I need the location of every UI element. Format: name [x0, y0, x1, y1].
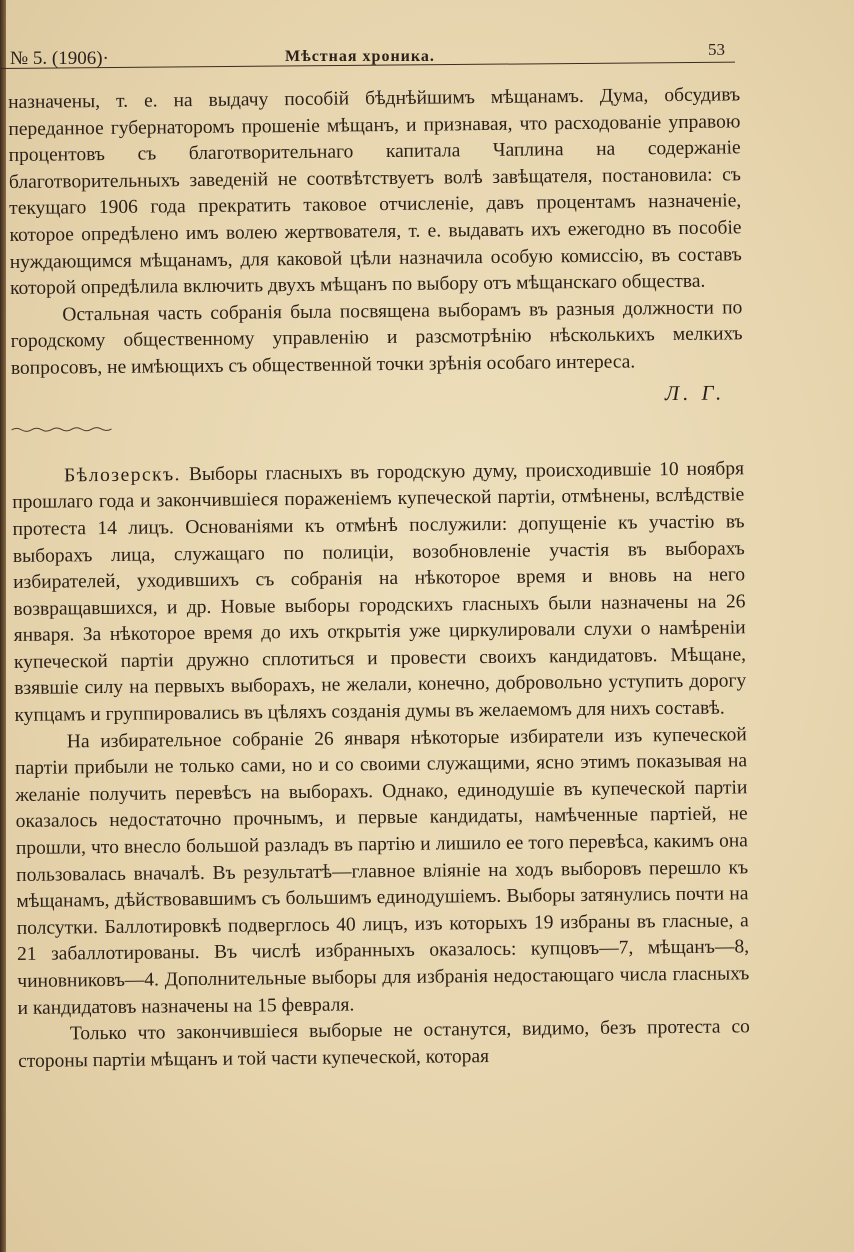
article1-signature: Л. Г.: [664, 380, 726, 405]
section-title: Мѣстная хроника.: [285, 48, 435, 65]
article2-paragraph-3: Только что закончившіеся выборые не останутся, видимо, безъ протеста со стороны партіи мѣщанъ и той части купеческой, которая: [18, 1016, 750, 1072]
issue-number: № 5. (1906)·: [10, 48, 109, 69]
page-number: 53: [708, 40, 725, 59]
article2-town: Бѣлозерскъ.: [63, 463, 182, 487]
wavy-separator: [12, 426, 112, 433]
page-body: [8, 82, 750, 1075]
article2-paragraph-1: [12, 456, 747, 730]
article1-paragraph-1: назначены, т. е. на выдачу пособій бѣднѣйшимъ мѣщанамъ. Дума, обсудивъ переданное губернаторомъ прошеніе мѣщанъ, и признавая, что расходованіе управою процентовъ съ благотворительнаго капитала Чаплина на содержаніе благотворительныхъ заведеній не соотвѣтствуетъ волѣ завѣщателя, постановила: съ текущаго 1906 года прекратить таковое отчисленіе, давъ процентамъ назначеніе, которое опредѣлено имъ волею жертвователя, т. е. выдавать ихъ ежегодно въ пособіе нуждающимся мѣщанамъ, для каковой цѣли назначила особую комиссію, въ составъ которой опредѣлила включить двухъ мѣщанъ по выбору отъ мѣщанскаго общества.: [8, 84, 742, 300]
article1-paragraph-2: Остальная часть собранія была посвящена выборамъ въ разныя должности по городскому общественному управленію и разсмотрѣнію нѣсколькихъ мелкихъ вопросовъ, не имѣющихъ съ общественной точки зрѣнія особаго интереса.: [10, 297, 743, 379]
article2-paragraph-1-text: Выборы гласныхъ въ городскую думу, происходившіе 10 ноября прошлаго года и закончившіеся пораженіемъ купеческой партіи, отмѣнены, вслѣдствіе протеста 14 лицъ. Основаніями къ отмѣнѣ послужили: допущеніе къ участію въ выборахъ лица, служащаго по полиціи, возобновленіе участія въ выборахъ избирателей, уходившихъ съ собранія на нѣкоторое время и вновь на него возвращавшихся, и др. Новые выборы городскихъ гласныхъ были назначены на 26 января. За нѣкоторое время до ихъ открытія уже циркулировали слухи о намѣреніи купеческой партіи дружно сплотиться и провести своихъ кандидатовъ. Мѣщане, взявшіе силу на первыхъ выборахъ, не желали, конечно, добровольно уступить дорогу купцамъ и группировались въ цѣляхъ созданія думы въ желаемомъ для нихъ составѣ.: [12, 458, 747, 727]
book-spine-edge: [0, 0, 6, 1252]
article2-paragraph-2: На избирательное собраніе 26 января нѣкоторые избиратели изъ купеческой партіи прибыли не только сами, но и со своими служащими, ясно этимъ показывая на желаніе получить перевѣсъ на выборахъ. Однако, единодушіе въ купеческой партіи оказалось недостаточно прочнымъ, и первые кандидаты, намѣченные партіей, не прошли, что внесло большой разладъ въ партію и лишило ее того перевѣса, какимъ она пользовалась вначалѣ. Въ результатѣ—главное вліяніе на ходъ выборовъ перешло къ мѣщанамъ, дѣйствовавшимъ съ большимъ единодушіемъ. Выборы затянулись почти на полсутки. Баллотировкѣ подверглось 40 лицъ, изъ которыхъ 19 избраны въ гласные, а 21 забаллотированы. Въ числѣ избранныхъ оказалось: купцовъ—7, мѣщанъ—8, чиновниковъ—4. Дополнительные выборы для избранія недостающаго числа гласныхъ и кандидатовъ назначены на 15 февраля.: [14, 723, 750, 1019]
